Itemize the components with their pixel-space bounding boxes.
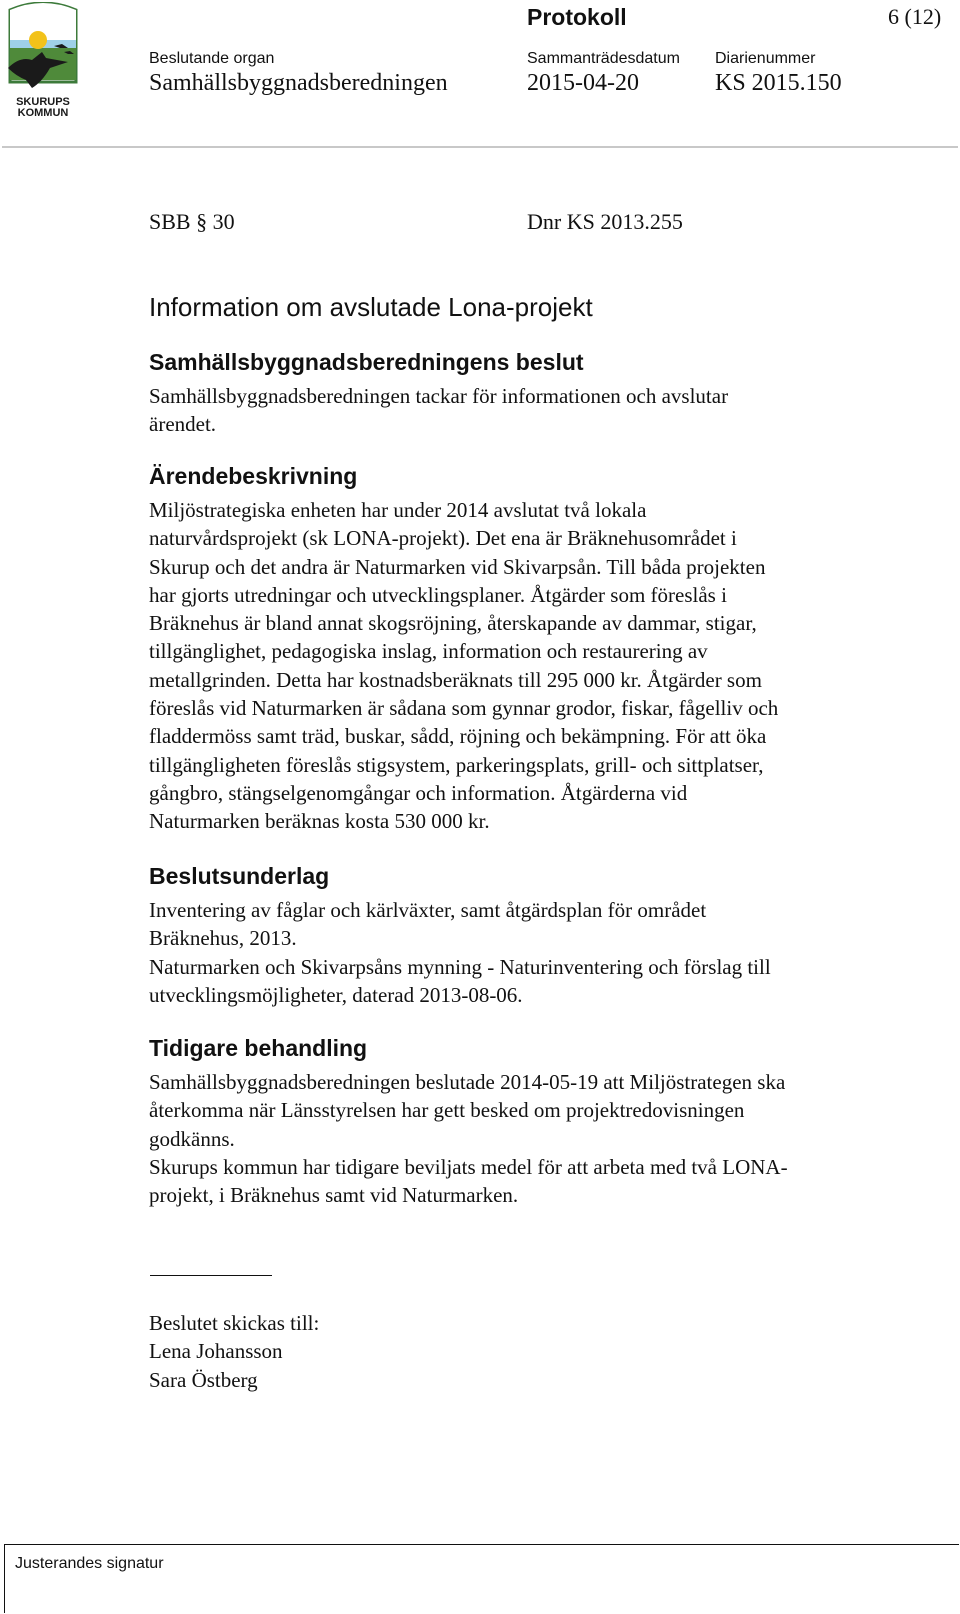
history-text: Samhällsbyggnadsberedningen beslutade 2014-05-19 att Miljöstrategen ska återkomma när Länsstyrelsen har gett besked om projektredovisningen godkänns. Skurups kommun har tidigare beviljats medel för att arbeta med två LONA- projekt, i Bräknehus samt vid Naturmarken. — [149, 1070, 788, 1208]
diary-number-label: Diarienummer — [715, 50, 816, 67]
document-type: Protokoll — [527, 4, 627, 30]
paragraph-number: SBB § 30 — [149, 209, 235, 234]
history-heading: Tidigare behandling — [149, 1035, 368, 1061]
decision-heading: Samhällsbyggnadsberedningens beslut — [149, 349, 584, 375]
svg-text:KOMMUN: KOMMUN — [17, 107, 69, 118]
basis-text: Inventering av fåglar och kärlväxter, samt åtgärdsplan för området Bräknehus, 2013. Naturmarken och Skivarpsåns mynning - Naturinventering och förslag till utvecklingsmöjligheter, daterad 2013-08-06. — [149, 898, 771, 1007]
organ-value: Samhällsbyggnadsberedningen — [149, 70, 448, 96]
separator-line — [150, 1275, 272, 1276]
header-divider — [2, 146, 958, 148]
decision-text: Samhällsbyggnadsberedningen tackar för informationen och avslutar ärendet. — [149, 384, 729, 437]
distribution-list: Beslutet skickas till: Lena Johansson Sara Östberg — [149, 1311, 320, 1392]
case-dnr: Dnr KS 2013.255 — [527, 209, 683, 234]
page-number: 6 (12) — [888, 4, 942, 29]
description-heading: Ärendebeskrivning — [149, 463, 358, 489]
svg-text:SKURUPS: SKURUPS — [16, 96, 70, 108]
signature-label: Justerandes signatur — [15, 1555, 164, 1572]
description-text: Miljöstrategiska enheten har under 2014 avslutat två lokala naturvårdsprojekt (sk LONA-projekt). Det ena är Bräknehusområdet i Skurup och det andra är Naturmarken vid Skivarpsån. Till båda projekten har gjorts utredningar och utvecklingsplaner. Åtgärder som föreslås i Bräknehus är bland annat skogsröjning, återskapande av dammar, stigar, tillgänglighet, pedagogiska inslag, information och restaurering av metallgrinden. Detta har kostnadsberäknats till 295 000 kr. Åtgärder som föreslås vid Naturmarken är sådana som gynnar grodor, fiskar, fågelliv och fladdermöss samt träd, buskar, sådd, röjning och bekämpning. För att öka tillgängligheten föreslås stigsystem, parkeringsplats, grill- och sittplatser, gångbro, stängselgenomgångar och information. Åtgärderna vid Naturmarken beräknas kosta 530 000 kr. — [149, 498, 779, 834]
page-title: Information om avslutade Lona-projekt — [149, 292, 593, 322]
meeting-date-value: 2015-04-20 — [527, 70, 639, 96]
basis-heading: Beslutsunderlag — [149, 863, 330, 889]
diary-number-value: KS 2015.150 — [715, 70, 842, 96]
skurups-kommun-logo — [2, 2, 84, 118]
organ-label: Beslutande organ — [149, 50, 275, 67]
meeting-date-label: Sammanträdesdatum — [527, 50, 680, 67]
